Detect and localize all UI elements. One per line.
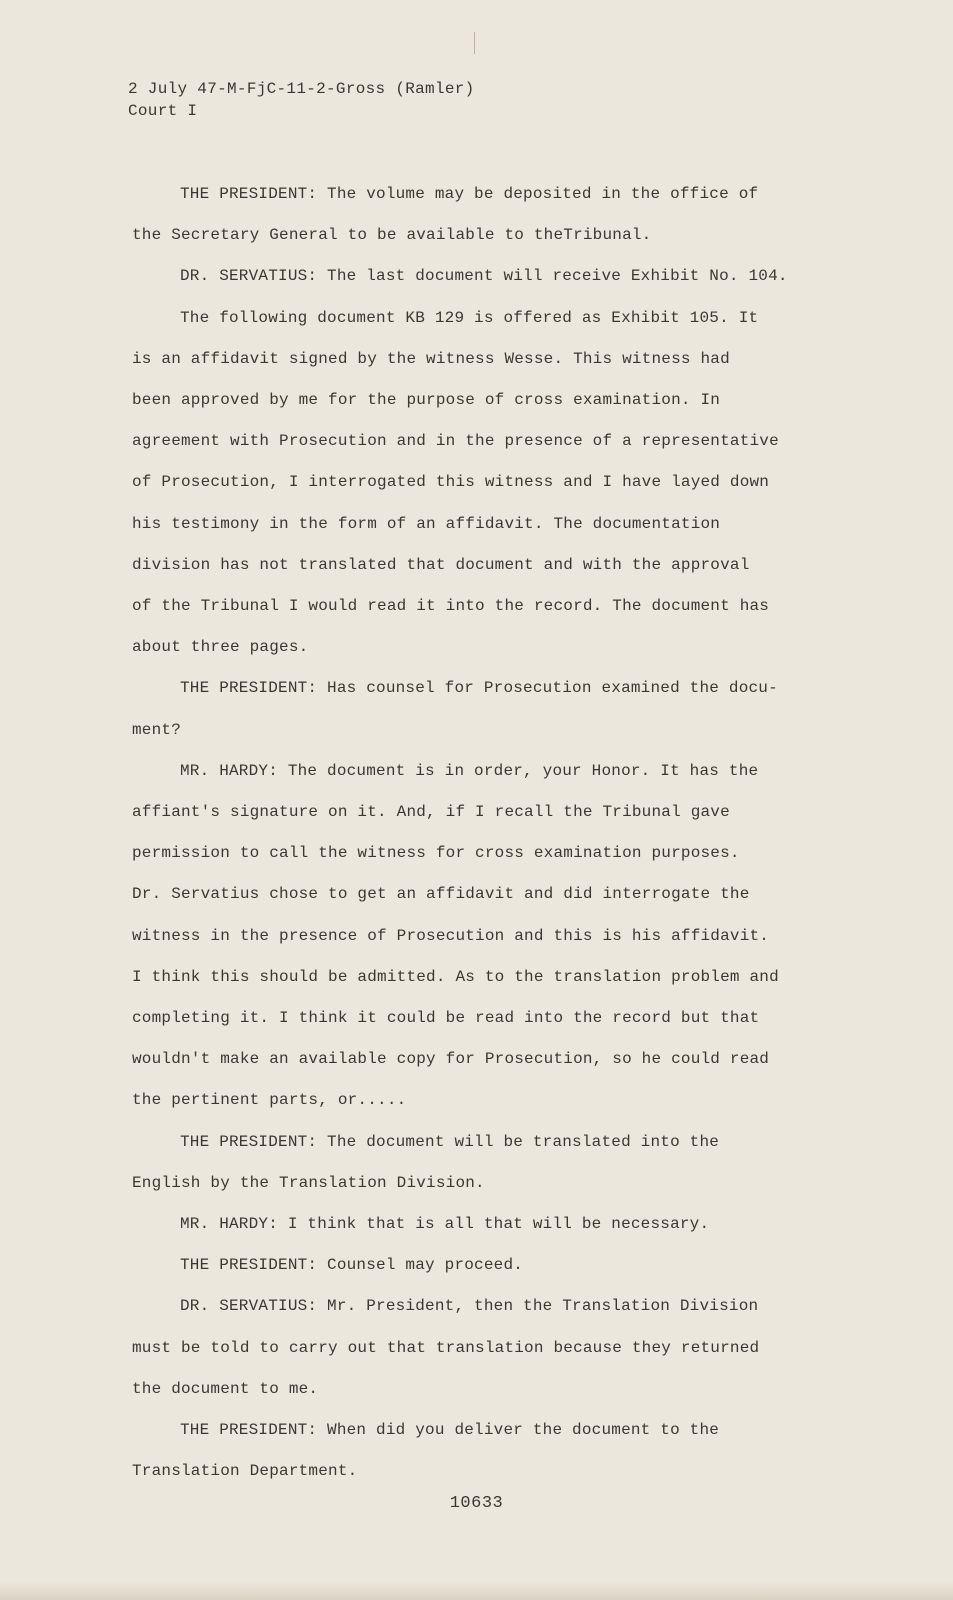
transcript-line: must be told to carry out that translation because they returned [132, 1338, 760, 1357]
header-reference: 2 July 47-M-FjC-11-2-Gross (Ramler) [128, 80, 475, 98]
page-header [128, 78, 475, 122]
transcript-line: division has not translated that document and with the approval [132, 555, 750, 574]
transcript-line: I think this should be admitted. As to the translation problem and [132, 967, 779, 986]
transcript-line: DR. SERVATIUS: Mr. President, then the Translation Division [180, 1297, 759, 1316]
transcript-line: English by the Translation Division. [132, 1173, 485, 1192]
edge-mark [474, 32, 475, 54]
transcript-line: MR. HARDY: The document is in order, your Honor. It has the [180, 761, 759, 780]
page-number: 10633 [449, 1494, 504, 1513]
transcript-body [132, 174, 822, 1493]
transcript-line: DR. SERVATIUS: The last document will receive Exhibit No. 104. [180, 267, 788, 286]
transcript-line: been approved by me for the purpose of cross examination. In [132, 391, 721, 410]
transcript-line: Dr. Servatius chose to get an affidavit and did interrogate the [132, 885, 750, 904]
transcript-line: the Secretary General to be available to theTribunal. [132, 226, 652, 245]
transcript-line: affiant's signature on it. And, if I recall the Tribunal gave [132, 803, 730, 822]
header-court: Court I [128, 102, 198, 120]
page-bottom-edge [0, 1582, 953, 1600]
transcript-line: of the Tribunal I would read it into the record. The document has [132, 597, 770, 616]
transcript-line: witness in the presence of Prosecution and this is his affidavit. [132, 926, 770, 945]
transcript-line: MR. HARDY: I think that is all that will be necessary. [180, 1215, 710, 1234]
transcript-line: THE PRESIDENT: The volume may be deposited in the office of [180, 185, 759, 203]
transcript-line: about three pages. [132, 638, 309, 657]
transcript-line: THE PRESIDENT: The document will be translated into the [180, 1132, 720, 1151]
transcript-line: THE PRESIDENT: Counsel may proceed. [180, 1256, 524, 1275]
transcript-line: THE PRESIDENT: When did you deliver the document to the [180, 1421, 720, 1440]
transcript-line: ment? [132, 720, 182, 739]
transcript-line: is an affidavit signed by the witness Wesse. This witness had [132, 349, 730, 368]
transcript-line: THE PRESIDENT: Has counsel for Prosecution examined the docu- [180, 679, 778, 698]
transcript-line: the document to me. [132, 1379, 319, 1398]
transcript-line: Translation Department. [132, 1462, 358, 1481]
transcript-line: agreement with Prosecution and in the presence of a representative [132, 432, 779, 451]
transcript-line: wouldn't make an available copy for Prosecution, so he could read [132, 1050, 770, 1069]
transcript-line: his testimony in the form of an affidavit. The documentation [132, 514, 721, 533]
transcript-line: the pertinent parts, or..... [132, 1091, 407, 1110]
transcript-line: of Prosecution, I interrogated this witness and I have layed down [132, 473, 770, 492]
transcript-line: permission to call the witness for cross examination purposes. [132, 844, 740, 863]
transcript-line: The following document KB 129 is offered as Exhibit 105. It [180, 308, 759, 327]
transcript-line: completing it. I think it could be read into the record but that [132, 1009, 760, 1028]
